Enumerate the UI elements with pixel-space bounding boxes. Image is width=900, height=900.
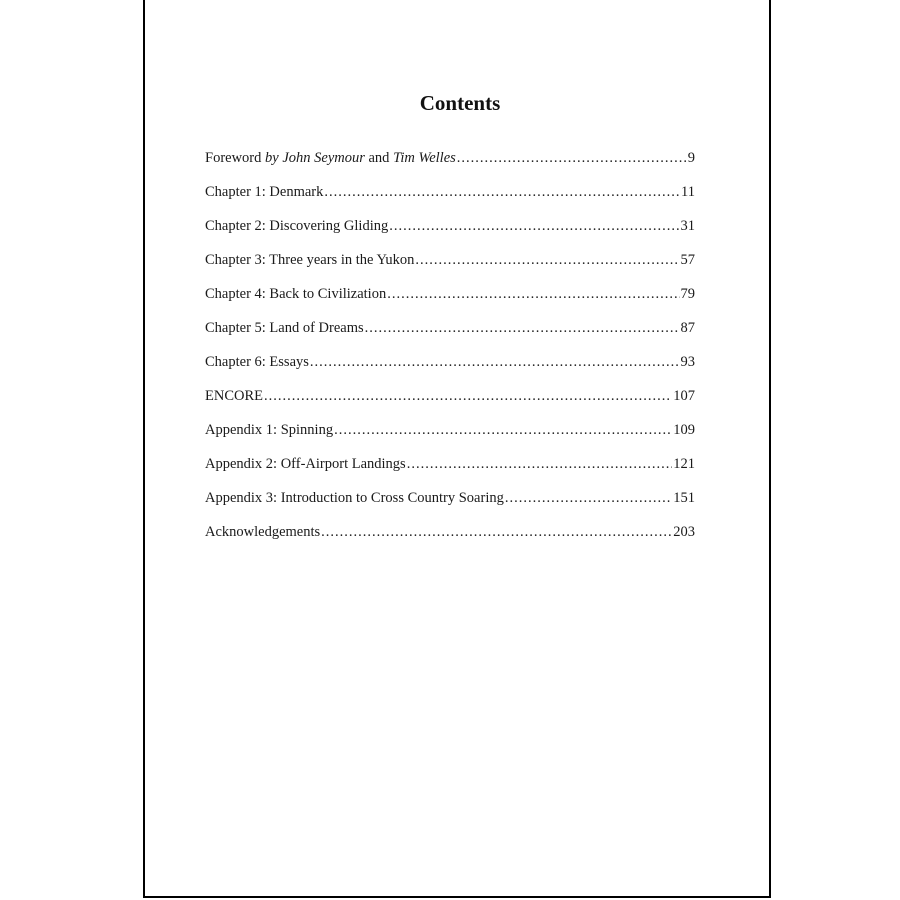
toc-entry-page: 107 — [673, 388, 695, 404]
toc-entry-chapter-6 — [205, 354, 695, 388]
dot-leader — [505, 490, 672, 507]
label-author-text: by John Seymour — [265, 150, 365, 166]
toc-entry-label: Chapter 3: Three years in the Yukon — [205, 252, 415, 268]
toc-entry-page: 79 — [680, 286, 695, 302]
dot-leader — [324, 184, 680, 201]
toc-entry-appendix-1 — [205, 422, 695, 456]
toc-entry-page: 109 — [673, 422, 695, 438]
toc-entry-label — [205, 150, 456, 167]
toc-entry-chapter-3 — [205, 252, 695, 286]
label-author-text: Tim Welles — [393, 150, 456, 166]
toc-entry-label: ENCORE — [205, 388, 263, 404]
toc-entry-appendix-3 — [205, 490, 695, 524]
toc-entry-label: Chapter 6: Essays — [205, 354, 309, 370]
page-title: Contents — [419, 91, 501, 115]
toc-entry-page: 121 — [673, 456, 695, 472]
label-text: Foreword — [205, 150, 266, 166]
toc-entry-page: 151 — [673, 490, 695, 506]
toc-entry-page: 57 — [680, 252, 695, 268]
toc-entry-label: Chapter 2: Discovering Gliding — [205, 218, 389, 234]
toc-entry-chapter-5 — [205, 320, 695, 354]
toc-entry-label: Acknowledgements — [205, 524, 321, 540]
toc-entry-chapter-1 — [205, 184, 695, 218]
dot-leader — [457, 150, 687, 167]
toc-entry-page: 93 — [680, 354, 695, 370]
toc-entry-page: 87 — [680, 320, 695, 336]
toc-entry-page: 11 — [681, 184, 695, 200]
toc-entry-label: Chapter 5: Land of Dreams — [205, 320, 364, 336]
dot-leader — [310, 354, 680, 371]
dot-leader — [387, 286, 679, 303]
dot-leader — [415, 252, 679, 269]
dot-leader — [264, 388, 672, 405]
table-of-contents — [205, 150, 695, 558]
toc-entry-foreword — [205, 150, 695, 184]
toc-entry-chapter-2 — [205, 218, 695, 252]
toc-entry-label: Appendix 2: Off-Airport Landings — [205, 456, 406, 472]
dot-leader — [334, 422, 672, 439]
label-text: and — [364, 150, 394, 166]
toc-entry-page: 203 — [673, 524, 695, 540]
dot-leader — [365, 320, 680, 337]
toc-entry-acknowledgements — [205, 524, 695, 558]
toc-entry-appendix-2 — [205, 456, 695, 490]
toc-entry-page: 9 — [687, 150, 695, 166]
toc-entry-label: Chapter 1: Denmark — [205, 184, 324, 200]
book-page — [143, 0, 771, 898]
toc-entry-label: Chapter 4: Back to Civilization — [205, 286, 387, 302]
toc-entry-label: Appendix 3: Introduction to Cross Country Soaring — [205, 490, 504, 506]
dot-leader — [407, 456, 673, 473]
toc-entry-chapter-4 — [205, 286, 695, 320]
dot-leader — [389, 218, 679, 235]
toc-entry-label: Appendix 1: Spinning — [205, 422, 334, 438]
dot-leader — [321, 524, 672, 541]
toc-entry-encore — [205, 388, 695, 422]
toc-entry-page: 31 — [680, 218, 695, 234]
